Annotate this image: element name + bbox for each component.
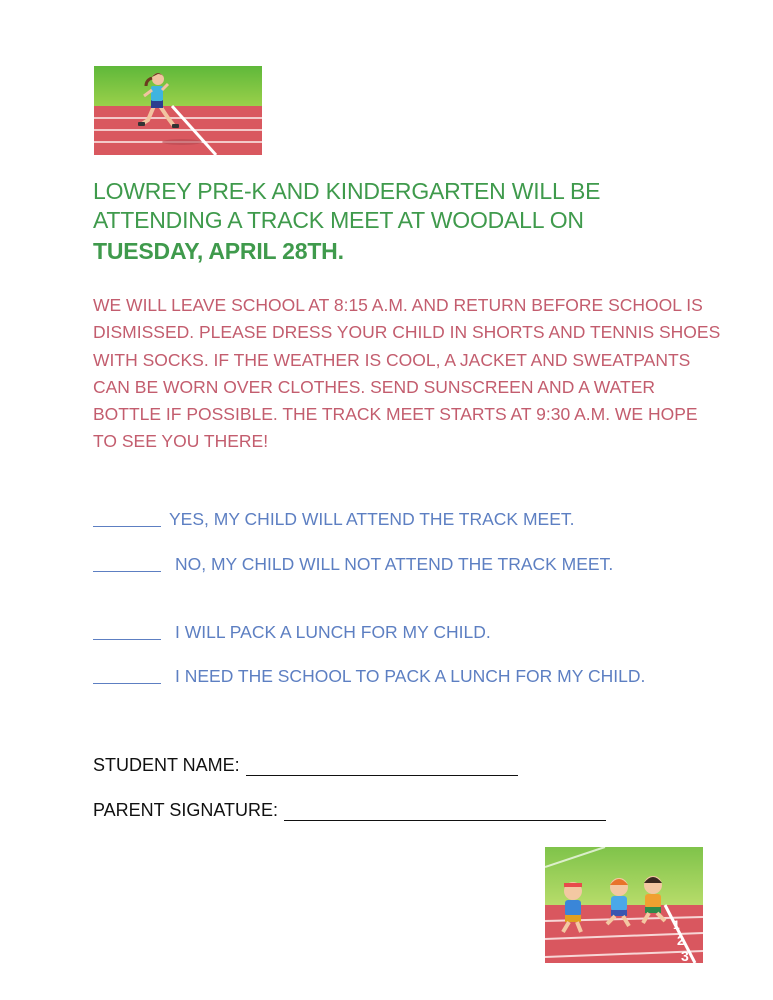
lane-number-3: 3 [681, 948, 689, 963]
option-blank-line[interactable] [93, 621, 161, 640]
lane-number-1: 1 [673, 918, 680, 932]
option-blank-line[interactable] [93, 553, 161, 572]
option-blank-line[interactable] [93, 665, 161, 684]
option-attend-no [93, 553, 695, 575]
option-pack-lunch [93, 621, 695, 643]
student-name-label: STUDENT NAME: [93, 755, 240, 775]
student-name-field [93, 755, 518, 776]
heading-date: TUESDAY, APRIL 28TH. [93, 238, 344, 264]
lane-number-2: 2 [677, 933, 685, 948]
option-school-lunch [93, 665, 655, 687]
kids-racing-image [545, 847, 703, 963]
parent-signature-line[interactable] [284, 802, 606, 821]
option-attend-yes [93, 508, 689, 530]
parent-signature-field [93, 800, 606, 821]
option-label: NO, MY CHILD WILL NOT ATTEND THE TRACK MEET. [175, 554, 614, 574]
parent-signature-label: PARENT SIGNATURE: [93, 800, 279, 820]
announcement-heading [93, 177, 693, 266]
student-name-line[interactable] [246, 757, 518, 776]
option-label: YES, MY CHILD WILL ATTEND THE TRACK MEET. [169, 509, 575, 529]
runner-girl-image [94, 66, 262, 155]
option-label: I WILL PACK A LUNCH FOR MY CHILD. [175, 622, 491, 642]
option-label: I NEED THE SCHOOL TO PACK A LUNCH FOR MY CHILD. [175, 666, 646, 686]
option-blank-line[interactable] [93, 508, 161, 527]
details-paragraph: WE WILL LEAVE SCHOOL AT 8:15 A.M. AND RETURN BEFORE SCHOOL IS DISMISSED. PLEASE DRESS YOUR CHILD IN SHORTS AND TENNIS SHOES WITH SOCKS. IF THE WEATHER IS COOL, A JACKET AND SWEATPANTS CAN BE WORN OVER CLOTHES. SEND SUNSCREEN AND A WATER BOTTLE IF POSSIBLE. THE TRACK MEET STARTS AT 9:30 A.M. WE HOPE TO SEE YOU THERE! [93, 295, 721, 452]
heading-text: LOWREY PRE-K AND KINDERGARTEN WILL BE ATTENDING A TRACK MEET AT WOODALL ON [93, 178, 601, 233]
